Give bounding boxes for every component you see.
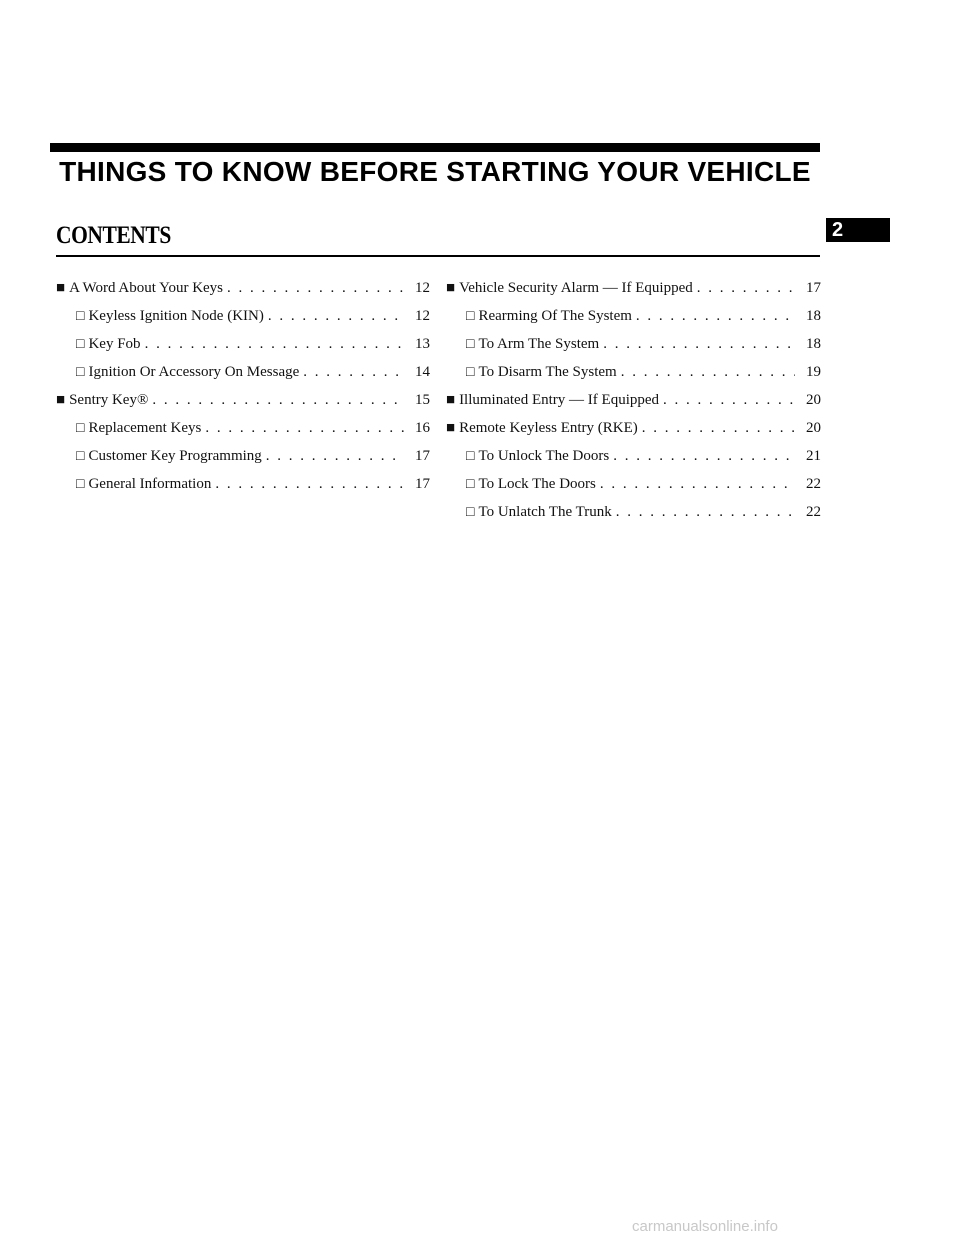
toc-label: Keyless Ignition Node (KIN): [88, 308, 264, 324]
toc-entry[interactable]: [446, 274, 821, 302]
toc-marker: □: [76, 449, 85, 464]
toc-label: Replacement Keys: [88, 420, 202, 436]
toc-page-number: 17: [806, 280, 821, 296]
toc-page-number: 20: [806, 392, 821, 408]
chapter-title: THINGS TO KNOW BEFORE STARTING YOUR VEHICLE: [59, 156, 811, 187]
chapter-number-tab: 2: [826, 218, 890, 242]
toc-label: General Information: [88, 476, 212, 492]
toc-marker: □: [76, 477, 85, 492]
toc-leader-dots: [616, 498, 795, 526]
toc-entry[interactable]: [446, 414, 821, 442]
toc-marker: ■: [446, 392, 456, 408]
toc-label: Vehicle Security Alarm — If Equipped: [459, 280, 693, 296]
toc-label: To Arm The System: [478, 336, 600, 352]
toc-page-number: 18: [806, 336, 821, 352]
toc-leader-dots: [266, 442, 404, 470]
toc-marker: □: [466, 449, 475, 464]
toc-entry[interactable]: [446, 358, 821, 386]
toc-entry[interactable]: [446, 386, 821, 414]
toc-leader-dots: [697, 274, 795, 302]
toc-entry[interactable]: [446, 330, 821, 358]
toc-page-number: 21: [806, 448, 821, 464]
toc-label: Customer Key Programming: [88, 448, 262, 464]
toc-leader-dots: [600, 470, 795, 498]
contents-heading: CONTENTS: [56, 222, 171, 249]
toc-marker: □: [466, 337, 475, 352]
toc-label: Sentry Key®: [69, 392, 149, 408]
toc-label: To Disarm The System: [478, 364, 617, 380]
toc-page-number: 15: [415, 392, 430, 408]
toc-page-number: 22: [806, 504, 821, 520]
toc-marker: □: [466, 309, 475, 324]
toc-page-number: 13: [415, 336, 430, 352]
toc-left-column: [56, 274, 430, 498]
toc-marker: ■: [446, 420, 456, 436]
toc-leader-dots: [613, 442, 795, 470]
toc-entry[interactable]: [56, 358, 430, 386]
toc-marker: □: [466, 365, 475, 380]
toc-entry[interactable]: [56, 330, 430, 358]
toc-leader-dots: [268, 302, 404, 330]
toc-marker: □: [76, 365, 85, 380]
toc-entry[interactable]: [56, 414, 430, 442]
toc-entry[interactable]: [446, 442, 821, 470]
toc-leader-dots: [227, 274, 404, 302]
toc-marker: □: [76, 337, 85, 352]
toc-label: Illuminated Entry — If Equipped: [459, 392, 660, 408]
toc-leader-dots: [663, 386, 795, 414]
toc-leader-dots: [621, 358, 795, 386]
toc-marker: □: [76, 309, 85, 324]
toc-page-number: 18: [806, 308, 821, 324]
toc-leader-dots: [303, 358, 404, 386]
toc-page-number: 12: [415, 280, 430, 296]
toc-leader-dots: [215, 470, 404, 498]
toc-label: A Word About Your Keys: [69, 280, 224, 296]
toc-entry[interactable]: [446, 302, 821, 330]
toc-entry[interactable]: [446, 498, 821, 526]
toc-label: Ignition Or Accessory On Message: [88, 364, 300, 380]
toc-page-number: 19: [806, 364, 821, 380]
toc-leader-dots: [145, 330, 404, 358]
toc-marker: □: [76, 421, 85, 436]
toc-label: To Unlock The Doors: [478, 448, 610, 464]
toc-page-number: 12: [415, 308, 430, 324]
toc-marker: □: [466, 505, 475, 520]
toc-leader-dots: [636, 302, 795, 330]
toc-label: Rearming Of The System: [478, 308, 632, 324]
toc-label: Remote Keyless Entry (RKE): [459, 420, 638, 436]
toc-page-number: 17: [415, 476, 430, 492]
toc-entry[interactable]: [56, 442, 430, 470]
toc-marker: □: [466, 477, 475, 492]
toc-label: To Lock The Doors: [478, 476, 596, 492]
contents-divider: [56, 255, 820, 257]
toc-page-number: 16: [415, 420, 430, 436]
toc-marker: ■: [446, 280, 456, 296]
toc-entry[interactable]: [56, 470, 430, 498]
toc-label: Key Fob: [88, 336, 141, 352]
toc-page-number: 22: [806, 476, 821, 492]
toc-entry[interactable]: [56, 386, 430, 414]
toc-leader-dots: [603, 330, 795, 358]
toc-marker: ■: [56, 392, 66, 408]
toc-leader-dots: [152, 386, 404, 414]
toc-entry[interactable]: [56, 302, 430, 330]
chapter-top-rule: [50, 143, 820, 152]
toc-label: To Unlatch The Trunk: [478, 504, 612, 520]
toc-page-number: 17: [415, 448, 430, 464]
toc-leader-dots: [205, 414, 404, 442]
toc-entry[interactable]: [56, 274, 430, 302]
toc-page-number: 14: [415, 364, 430, 380]
watermark: carmanualsonline.info: [632, 1218, 778, 1235]
toc-leader-dots: [642, 414, 795, 442]
toc-entry[interactable]: [446, 470, 821, 498]
toc-right-column: [446, 274, 821, 526]
toc-marker: ■: [56, 280, 66, 296]
toc-page-number: 20: [806, 420, 821, 436]
